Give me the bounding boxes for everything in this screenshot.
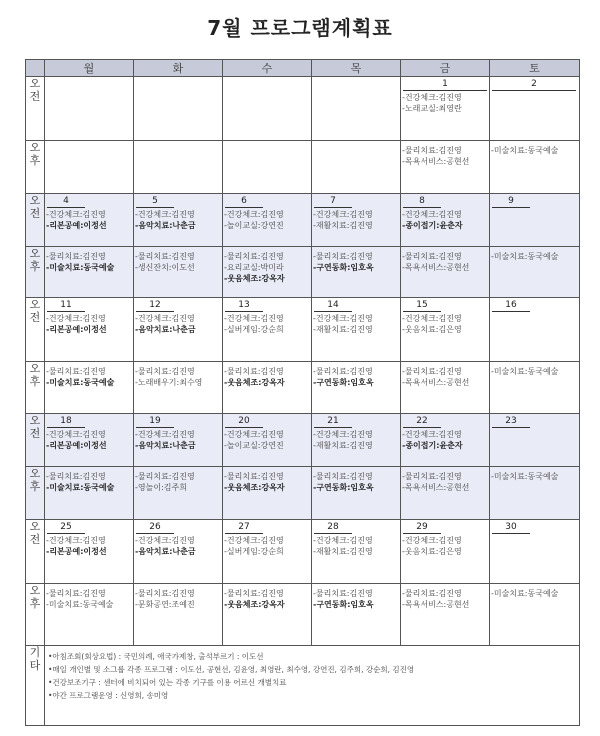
day-cell	[490, 520, 580, 584]
day-cell	[401, 584, 490, 646]
date-number: 19	[136, 415, 174, 428]
week-2-am-row	[26, 194, 580, 247]
day-cell	[134, 247, 223, 298]
program-item: -물리치료:김진영	[313, 589, 373, 598]
pm-label-char: 후	[29, 597, 41, 610]
date-number: 11	[47, 299, 85, 312]
date-number: 21	[314, 415, 352, 428]
program-item: -물리치료:김진영	[224, 589, 284, 598]
day-header-0: 월	[45, 60, 134, 77]
date-number: 29	[403, 521, 441, 534]
date-number: 16	[492, 299, 530, 312]
day-header-3: 목	[312, 60, 401, 77]
pm-label-char: 후	[29, 154, 41, 167]
day-header-4: 금	[401, 60, 490, 77]
date-number: 6	[225, 195, 263, 208]
day-cell	[401, 467, 490, 520]
date-number: 8	[403, 195, 441, 208]
date-number: 1	[403, 78, 487, 91]
program-item: -웃음치료:김은영	[402, 547, 462, 556]
day-cell	[490, 298, 580, 362]
program-item: -노래배우기:최수영	[135, 378, 203, 387]
day-cell	[223, 194, 312, 247]
program-item: -물리치료:김진영	[402, 472, 462, 481]
program-item: -실버게임:강순희	[224, 325, 284, 334]
program-item: -건강체크:김진영	[224, 314, 284, 323]
program-item: -목욕서비스:공현선	[402, 378, 470, 387]
week-4-pm-row	[26, 467, 580, 520]
program-item: -리본공예:이정선	[46, 325, 107, 334]
program-item: -음악치료:나춘금	[135, 325, 196, 334]
am-label-char: 전	[29, 427, 41, 440]
day-cell	[312, 141, 401, 194]
day-cell	[223, 584, 312, 646]
date-number: 4	[47, 195, 85, 208]
program-item: -건강체크:김진영	[402, 210, 462, 219]
pm-label	[26, 467, 45, 520]
program-item: -미술치료:동국예술	[46, 600, 114, 609]
date-number: 25	[47, 521, 85, 534]
week-4-am-row	[26, 414, 580, 467]
program-item: -리본공예:이정선	[46, 547, 107, 556]
day-cell	[45, 362, 134, 414]
am-label	[26, 77, 45, 141]
program-item: -물리치료:김진영	[46, 367, 106, 376]
program-item: -물리치료:김진영	[224, 367, 284, 376]
pm-label	[26, 141, 45, 194]
pm-label-char: 오	[29, 584, 41, 597]
day-cell	[134, 298, 223, 362]
program-item: -리본공예:이정선	[46, 441, 107, 450]
day-cell	[223, 414, 312, 467]
pm-label-char: 후	[29, 480, 41, 493]
program-item: -물리치료:김진영	[46, 472, 106, 481]
day-cell	[312, 584, 401, 646]
program-item: -종이접기:윤춘자	[402, 441, 463, 450]
program-item: -물리치료:김진영	[402, 146, 462, 155]
program-item: -목욕서비스:공현선	[402, 263, 470, 272]
am-label-char: 전	[29, 90, 41, 103]
program-item: -건강체크:김진영	[313, 430, 373, 439]
program-item: -물리치료:김진영	[313, 252, 373, 261]
note-line: •건강보조기구 : 센터에 비치되어 있는 각종 기구를 이용 어르신 개별치료	[48, 678, 287, 687]
week-5-pm-row	[26, 584, 580, 646]
day-cell	[312, 247, 401, 298]
program-item: -미술치료:동국예술	[46, 483, 115, 492]
program-item: -건강체크:김진영	[402, 314, 462, 323]
program-item: -물리치료:김진영	[135, 367, 195, 376]
program-item: -건강체크:김진영	[402, 430, 462, 439]
date-number: 5	[136, 195, 174, 208]
program-item: -목욕서비스:공현선	[402, 600, 470, 609]
program-item: -웃음체조:강옥자	[224, 274, 285, 283]
day-cell	[490, 414, 580, 467]
day-cell	[312, 298, 401, 362]
date-number: 2	[492, 78, 576, 91]
note-line: •아침조회(회상요법) : 국민의례, 애국가제창, 출석부르기 : 이도선	[48, 652, 264, 661]
date-number: 7	[314, 195, 352, 208]
program-item: -재활치료:김진영	[313, 441, 373, 450]
am-label-char: 전	[29, 533, 41, 546]
date-number: 27	[225, 521, 263, 534]
program-item: -건강체크:김진영	[224, 430, 284, 439]
day-cell	[490, 362, 580, 414]
day-cell	[401, 141, 490, 194]
program-item: -음악치료:나춘금	[135, 547, 196, 556]
etc-label	[26, 646, 45, 726]
pm-label	[26, 584, 45, 646]
day-cell	[45, 194, 134, 247]
program-item: -리본공예:이정선	[46, 221, 107, 230]
day-cell	[134, 362, 223, 414]
day-cell	[401, 77, 490, 141]
program-item: -건강체크:김진영	[135, 210, 195, 219]
am-label-char: 오	[29, 194, 41, 207]
program-item: -물리치료:김진영	[135, 589, 195, 598]
program-schedule-table	[25, 59, 580, 726]
program-item: -건강체크:김진영	[313, 314, 373, 323]
program-item: -구연동화:임호옥	[313, 263, 374, 272]
day-cell	[401, 414, 490, 467]
pm-label-char: 오	[29, 141, 41, 154]
date-number: 14	[314, 299, 352, 312]
page-title: 7월 프로그램계획표	[207, 16, 393, 40]
program-item: -건강체크:김진영	[224, 210, 284, 219]
program-item: -건강체크:김진영	[313, 536, 373, 545]
program-item: -미술치료:동국예술	[491, 589, 559, 598]
day-cell	[45, 298, 134, 362]
program-item: -재활치료:김진영	[313, 547, 373, 556]
day-header-row	[26, 60, 580, 77]
program-item: -물리치료:김진영	[135, 472, 195, 481]
day-cell	[223, 77, 312, 141]
day-cell	[401, 194, 490, 247]
program-item: -물리치료:김진영	[224, 472, 284, 481]
program-item: -미술치료:동국예술	[46, 378, 115, 387]
date-number: 12	[136, 299, 174, 312]
week-3-am-row	[26, 298, 580, 362]
program-item: -물리치료:김진영	[313, 367, 373, 376]
week-1-am-row	[26, 77, 580, 141]
day-cell	[45, 414, 134, 467]
program-item: -건강체크:김진영	[135, 314, 195, 323]
program-item: -물리치료:김진영	[313, 472, 373, 481]
day-cell	[134, 194, 223, 247]
program-item: -놀이교실:강연진	[224, 221, 284, 230]
program-item: -재활치료:김진영	[313, 221, 373, 230]
program-item: -놀이교실:강연진	[224, 441, 284, 450]
day-cell	[134, 77, 223, 141]
day-cell	[223, 520, 312, 584]
week-3-pm-row	[26, 362, 580, 414]
am-label	[26, 194, 45, 247]
date-number: 22	[403, 415, 441, 428]
date-number: 9	[492, 195, 530, 208]
day-cell	[490, 141, 580, 194]
day-cell	[134, 141, 223, 194]
program-item: -구연동화:임호옥	[313, 378, 374, 387]
pm-label-char: 후	[29, 260, 41, 273]
program-item: -목욕서비스:공현선	[402, 483, 470, 492]
date-number: 26	[136, 521, 174, 534]
week-2-pm-row	[26, 247, 580, 298]
date-number: 18	[47, 415, 85, 428]
program-item: -미술치료:동국예술	[491, 146, 559, 155]
program-item: -건강체크:김진영	[135, 536, 195, 545]
program-item: -건강체크:김진영	[46, 430, 106, 439]
program-item: -종이접기:윤춘자	[402, 221, 463, 230]
program-item: -미술치료:동국예술	[491, 367, 559, 376]
day-header-1: 화	[134, 60, 223, 77]
pm-label-char: 오	[29, 467, 41, 480]
program-item: -재활치료:김진영	[313, 325, 373, 334]
program-item: -물리치료:김진영	[402, 367, 462, 376]
program-item: -구연동화:임호옥	[313, 600, 374, 609]
program-item: -건강체크:김진영	[224, 536, 284, 545]
day-cell	[134, 584, 223, 646]
program-item: -물리치료:김진영	[402, 252, 462, 261]
program-item: -웃음체조:강옥자	[224, 600, 285, 609]
program-item: -미술치료:동국예술	[491, 252, 559, 261]
program-item: -구연동화:임호옥	[313, 483, 374, 492]
day-cell	[490, 467, 580, 520]
day-cell	[312, 520, 401, 584]
day-cell	[45, 520, 134, 584]
am-label-char: 오	[29, 414, 41, 427]
day-cell	[45, 584, 134, 646]
day-cell	[223, 247, 312, 298]
program-item: -물리치료:김진영	[224, 252, 284, 261]
am-label-char: 오	[29, 520, 41, 533]
program-item: -건강체크:김진영	[46, 210, 106, 219]
week-1-pm-row	[26, 141, 580, 194]
date-number: 13	[225, 299, 263, 312]
program-item: -웃음체조:강옥자	[224, 378, 285, 387]
day-cell	[490, 194, 580, 247]
program-item: -웃음치료:김은영	[402, 325, 462, 334]
day-cell	[223, 141, 312, 194]
program-item: -건강체크:김진영	[402, 93, 462, 102]
date-number: 23	[492, 415, 530, 428]
program-item: -건강체크:김진영	[46, 536, 106, 545]
day-cell	[312, 414, 401, 467]
date-number: 15	[403, 299, 441, 312]
program-item: -요리교실:박미라	[224, 263, 284, 272]
program-item: -생신잔치:이도선	[135, 263, 195, 272]
etc-label-char: 기	[29, 646, 41, 659]
am-label	[26, 520, 45, 584]
program-item: -영놀이:김주희	[135, 483, 187, 492]
pm-label	[26, 362, 45, 414]
program-item: -미술치료:동국예술	[491, 472, 559, 481]
day-cell	[134, 414, 223, 467]
day-cell	[45, 467, 134, 520]
program-item: -실버게임:강순희	[224, 547, 284, 556]
date-number: 20	[225, 415, 263, 428]
note-line: •야간 프로그램운영 : 신영희, 송미영	[48, 691, 169, 700]
program-item: -건강체크:김진영	[46, 314, 106, 323]
day-cell	[401, 520, 490, 584]
notes-cell	[45, 646, 580, 726]
pm-label-char: 오	[29, 247, 41, 260]
day-cell	[134, 520, 223, 584]
etc-label-char: 타	[29, 659, 41, 672]
am-label-char: 오	[29, 298, 41, 311]
day-cell	[401, 362, 490, 414]
am-label	[26, 414, 45, 467]
program-item: -물리치료:김진영	[402, 589, 462, 598]
program-item: -음악치료:나춘금	[135, 441, 196, 450]
day-cell	[312, 194, 401, 247]
pm-label-char: 오	[29, 362, 41, 375]
program-item: -문화공연:조예진	[135, 600, 195, 609]
program-item: -건강체크:김진영	[402, 536, 462, 545]
am-label-char: 오	[29, 77, 41, 90]
program-item: -물리치료:김진영	[135, 252, 195, 261]
day-cell	[490, 584, 580, 646]
day-cell	[312, 362, 401, 414]
program-item: -웃음체조:강옥자	[224, 483, 285, 492]
day-cell	[134, 467, 223, 520]
day-cell	[490, 247, 580, 298]
am-label	[26, 298, 45, 362]
day-cell	[401, 298, 490, 362]
program-item: -목욕서비스:공현선	[402, 157, 470, 166]
am-label-char: 전	[29, 207, 41, 220]
notes-row	[26, 646, 580, 726]
date-number: 28	[314, 521, 352, 534]
week-5-am-row	[26, 520, 580, 584]
day-cell	[223, 467, 312, 520]
program-item: -건강체크:김진영	[135, 430, 195, 439]
day-cell	[45, 77, 134, 141]
day-header-2: 수	[223, 60, 312, 77]
program-item: -물리치료:김진영	[46, 589, 106, 598]
program-item: -물리치료:김진영	[46, 252, 106, 261]
header-corner	[26, 60, 45, 77]
pm-label-char: 후	[29, 375, 41, 388]
program-item: -미술치료:동국예술	[46, 263, 115, 272]
day-cell	[312, 77, 401, 141]
am-label-char: 전	[29, 311, 41, 324]
day-cell	[401, 247, 490, 298]
program-item: -건강체크:김진영	[313, 210, 373, 219]
day-cell	[312, 467, 401, 520]
day-cell	[490, 77, 580, 141]
program-item: -음악치료:나춘금	[135, 221, 196, 230]
date-number: 30	[492, 521, 530, 534]
day-header-5: 토	[490, 60, 580, 77]
day-cell	[223, 362, 312, 414]
day-cell	[45, 141, 134, 194]
day-cell	[45, 247, 134, 298]
day-cell	[223, 298, 312, 362]
program-item: -노래교실:최영란	[402, 104, 462, 113]
note-line: •매일 개인별 및 소그룹 각종 프로그램 : 이도선, 공현선, 김윤영, 최영란, 최수영, 강연진, 김주희, 강순희, 김진영	[48, 665, 415, 674]
pm-label	[26, 247, 45, 298]
